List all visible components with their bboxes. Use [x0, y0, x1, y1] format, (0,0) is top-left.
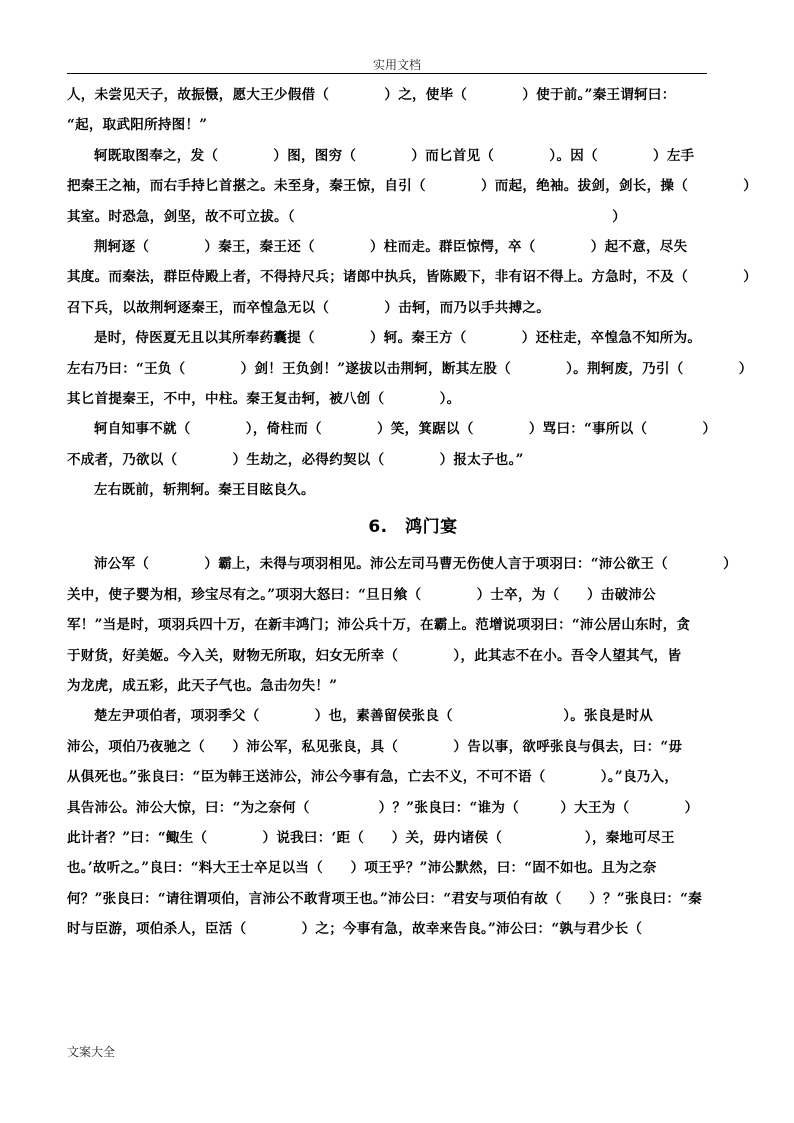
text-line: 人，未尝见天子，故振慑，愿大王少假借（ ）之，使毕（ ）使于前。”秦王谓轲曰：	[67, 87, 676, 103]
text-line: 沛公军（ ）霸上，未得与项羽相见。沛公左司马曹无伤使人言于项羽曰：“沛公欲王（ ）	[94, 556, 737, 573]
header-divider	[67, 73, 707, 74]
text-line: 关中，使子婴为相，珍宝尽有之。”项羽大怒曰：“旦日飨（ ）士卒，为（ ）击破沛公	[67, 586, 656, 603]
text-line: 于财货，好美姬。今入关，财物无所取，妇女无所幸（ ），此其志不在小。吾令人望其气，皆	[67, 647, 682, 664]
document-body	[67, 80, 759, 945]
text-line: 时与臣游，项伯杀人，臣活（ ）之；今事有急，故幸来告良。”沛公曰：“孰与君少长（	[67, 921, 643, 938]
page-header: 实用文档	[372, 58, 421, 72]
text-line: 为龙虎，成五彩，此天子气也。急击勿失！”	[67, 678, 338, 695]
text-line: 不成者，乃欲以（ ）生劫之，必得约契以（ ）报太子也。”	[67, 451, 524, 468]
text-line: 左右乃曰：“王负（ ）剑！王负剑！”遂拔以击荆轲，断其左股（ ）。荆轲废，乃引（ ）	[67, 360, 753, 377]
text-line: 此计者？”曰：“鲰生（ ）说我曰：‘距（ ）关，毋内诸侯（ ），秦地可尽王	[67, 829, 675, 846]
text-line: 其匕首提秦王，不中，中柱。秦王复击轲，被八创（ ）。	[67, 390, 461, 407]
text-line: 是时，侍医夏无且以其所奉药囊提（ ）轲。秦王方（ ）还柱走，卒惶急不知所为。	[94, 330, 702, 347]
text-line: 轲既取图奉之，发（ ）图，图穷（ ）而匕首见（ ）。因（ ）左手	[94, 147, 695, 164]
text-line: 从俱死也。”张良曰：“臣为韩王送沛公，沛公今事有急，亡去不义，不可不语（ ）。”良乃入，	[67, 769, 679, 786]
text-line: 何？”张良曰：“请往谓项伯，言沛公不敢背项王也。”沛公曰：“君安与项伯有故（ ）？”张良曰：“秦	[67, 890, 703, 907]
text-line: 轲自知事不就（ ），倚柱而（ ）笑，箕踞以（ ）骂曰：“事所以（ ）	[94, 421, 717, 438]
text-line: 把秦王之袖，而右手持匕首揕之。未至身，秦王惊，自引（ ）而起，绝袖。拔剑，剑长，操（ ）	[67, 178, 757, 195]
text-line: 军！”当是时，项羽兵四十万，在新丰鸿门；沛公兵十万，在霸上。范增说项羽曰：“沛公居山东时，贪	[67, 617, 691, 634]
text-line: 荆轲逐（ ）秦王，秦王还（ ）柱而走。群臣惊愕，卒（ ）起不意，尽失	[94, 238, 688, 255]
text-line: 沛公，项伯乃夜驰之（ ）沛公军，私见张良，具（ ）告以事，欲呼张良与俱去，曰：“毋	[67, 738, 683, 755]
text-line: 其室。时恐急，剑坚，故不可立拔。（ ）	[67, 208, 627, 225]
text-line: 召下兵，以故荆轲逐秦王，而卒惶急无以（ ）击轲，而乃以手共搏之。	[67, 299, 550, 316]
text-line: 左右既前，斩荆轲。秦王目眩良久。	[94, 482, 315, 499]
text-line: 楚左尹项伯者，项羽季父（ ）也，素善留侯张良（ ）。张良是时从	[94, 708, 654, 725]
section-title: 6. 鸿门宴	[368, 517, 458, 538]
text-line: 其度。而秦法，群臣侍殿上者，不得持尺兵；诸郎中执兵，皆陈殿下，非有诏不得上。方急时，不及（ ）	[67, 269, 757, 286]
text-line: 具告沛公。沛公大惊，曰：“为之奈何（ ）？”张良曰：“谁为（ ）大王为（ ）	[67, 799, 699, 816]
page-footer: 文案大全	[67, 1045, 116, 1059]
text-line: 也。’故听之。”良曰：“料大王士卒足以当（ ）项王乎？”沛公默然，曰：“固不如也。且为之奈	[67, 860, 657, 877]
text-line: “起，取武阳所持图！”	[67, 117, 208, 134]
